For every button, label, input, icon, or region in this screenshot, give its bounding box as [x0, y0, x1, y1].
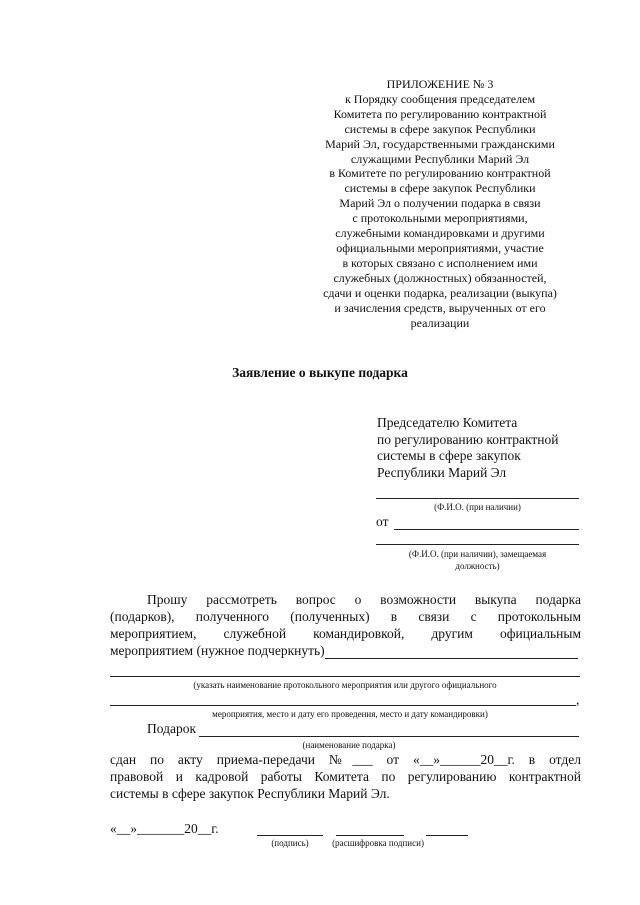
document-title: Заявление о выкупе подарка: [232, 365, 408, 380]
appendix-line: сдачи и оценки подарка, реализации (выкупа): [323, 285, 557, 300]
signature-caption: (подпись): [271, 838, 309, 848]
gift-name-line[interactable]: [199, 736, 579, 737]
addressee-line: системы в сфере закупок: [377, 448, 521, 463]
signature-decode-caption: (расшифровка подписи): [332, 838, 424, 848]
appendix-line: в Комитете по регулированию контрактной: [329, 166, 551, 181]
appendix-line: в которых связано с исполнением ими: [342, 255, 538, 270]
para1-line1: Прошу рассмотреть вопрос о возможности выкупа подарка: [147, 592, 581, 607]
appendix-line: Комитета по регулированию контрактной: [333, 106, 547, 121]
fio-caption: (Ф.И.О. (при наличии): [434, 502, 521, 512]
fio-line[interactable]: [376, 498, 579, 499]
appendix-line: служебными командировками и другими: [335, 226, 545, 241]
event-caption-2: мероприятия, место и дату его проведения, место и дату командировки): [212, 709, 488, 719]
para2-line3: системы в сфере закупок Республики Марий Эл.: [110, 786, 390, 801]
signature-date: «__»_______20__г.: [110, 821, 219, 836]
signature-line[interactable]: [257, 835, 323, 836]
para1-line2: (подарков), полученного (полученных) в связи с протокольным: [110, 609, 581, 624]
appendix-line: системы в сфере закупок Республики: [344, 121, 536, 136]
appendix-line: служебных (должностных) обязанностей,: [333, 270, 547, 285]
para2-line2: правовой и кадровой работы Комитета по регулированию контрактной: [110, 769, 581, 784]
fio-position-caption: (Ф.И.О. (при наличии), замещаемая: [408, 549, 547, 559]
appendix-line: ПРИЛОЖЕНИЕ № 3: [386, 77, 494, 91]
appendix-header: [300, 77, 580, 330]
gift-caption: (наименование подарка): [302, 740, 396, 750]
from-line[interactable]: [394, 529, 579, 530]
line-end-comma: ,: [576, 692, 580, 707]
para1-line3: мероприятием, служебной командировкой, другим официальным: [110, 626, 581, 641]
gift-label: Подарок: [147, 721, 197, 736]
signature-decode-line-2[interactable]: [426, 835, 468, 836]
signature-decode-line-1[interactable]: [336, 835, 404, 836]
appendix-line: Марий Эл, государственными гражданскими: [325, 136, 555, 151]
para1-line4: мероприятием (нужное подчеркнуть): [110, 643, 325, 658]
appendix-line: системы в сфере закупок Республики: [344, 181, 536, 196]
from-label: от: [376, 514, 389, 529]
fio-position-line[interactable]: [376, 544, 579, 545]
event-caption-1: (указать наименование протокольного мероприятия или другого официального: [193, 680, 497, 690]
appendix-line: служащими Республики Марий Эл: [350, 151, 530, 166]
fio-position-caption-2: должность): [455, 561, 500, 571]
addressee-line: Председателю Комитета: [377, 415, 518, 430]
addressee-line: по регулированию контрактной: [377, 431, 559, 447]
appendix-line: и зачисления средств, вырученных от его: [334, 300, 546, 315]
event-details-line[interactable]: [110, 705, 576, 706]
appendix-line: с протокольными мероприятиями,: [352, 211, 528, 226]
addressee-block: [377, 415, 558, 481]
para2-line1: сдан по акту приема-передачи №___ от «__»______20__г. в отдел: [110, 752, 581, 767]
event-type-line[interactable]: [325, 658, 578, 659]
appendix-line: Марий Эл о получении подарка в связи: [339, 196, 541, 211]
appendix-line: реализации: [410, 315, 470, 330]
addressee-line: Республики Марий Эл: [377, 464, 507, 480]
appendix-line: официальными мероприятиями, участие: [336, 240, 544, 255]
appendix-line: к Порядку сообщения председателем: [344, 91, 536, 106]
event-name-line[interactable]: [110, 676, 580, 677]
